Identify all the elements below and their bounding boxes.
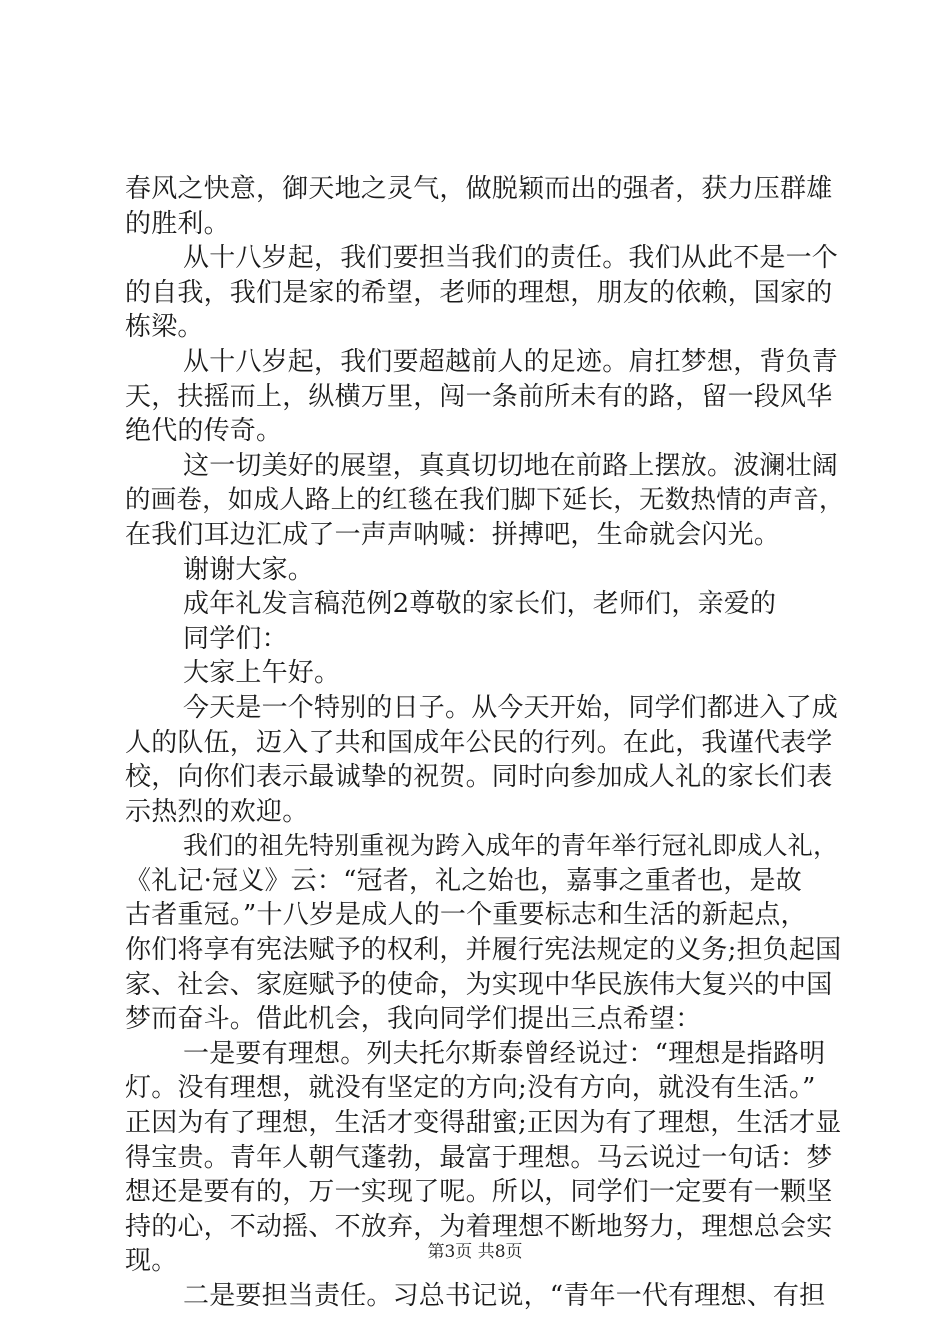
- text-line: 现。: [125, 1246, 178, 1277]
- text-line: 示热烈的欢迎。: [125, 796, 309, 827]
- page-number-footer: 第3页 共8页: [427, 1242, 523, 1262]
- text-line: 天，扶摇而上，纵横万里，闯一条前所未有的路，留一段风华: [125, 381, 833, 412]
- text-line: 从十八岁起，我们要超越前人的足迹。肩扛梦想，背负青: [183, 346, 839, 377]
- text-line: 家、社会、家庭赋予的使命，为实现中华民族伟大复兴的中国: [125, 969, 833, 1000]
- text-line: 的画卷，如成人路上的红毯在我们脚下延长，无数热情的声音，: [125, 485, 845, 516]
- text-line: 在我们耳边汇成了一声声呐喊：拼搏吧，生命就会闪光。: [125, 519, 781, 550]
- text-line: 持的心，不动摇、不放弃，为着理想不断地努力，理想总会实: [125, 1211, 833, 1242]
- text-line: 得宝贵。青年人朝气蓬勃，最富于理想。马云说过一句话：梦: [125, 1142, 833, 1173]
- text-line: 成年礼发言稿范例2尊敬的家长们，老师们，亲爱的: [183, 589, 777, 620]
- text-line: 同学们：: [183, 623, 288, 654]
- text-line: 人的队伍，迈入了共和国成年公民的行列。在此，我谨代表学: [125, 727, 833, 758]
- text-line: 春风之快意，御天地之灵气，做脱颖而出的强者，获力压群雄: [125, 174, 833, 204]
- text-line: 的胜利。: [125, 208, 230, 239]
- text-line: 梦而奋斗。借此机会，我向同学们提出三点希望：: [125, 1004, 702, 1035]
- text-line: 栋梁。: [125, 312, 204, 343]
- text-line: 这一切美好的展望，真真切切地在前路上摆放。波澜壮阔: [183, 450, 839, 481]
- text-line: 一是要有理想。列夫托尔斯泰曾经说过：“理想是指路明: [183, 1038, 826, 1069]
- text-line: 今天是一个特别的日子。从今天开始，同学们都进入了成: [183, 692, 839, 723]
- text-line: 校，向你们表示最诚挚的祝贺。同时向参加成人礼的家长们表: [125, 762, 833, 793]
- text-line: 正因为有了理想，生活才变得甜蜜;正因为有了理想，生活才显: [125, 1108, 842, 1139]
- text-line: 想还是要有的，万一实现了呢。所以，同学们一定要有一颗坚: [125, 1177, 833, 1208]
- text-line: 古者重冠。”十八岁是成人的一个重要标志和生活的新起点，: [125, 900, 807, 931]
- text-line: 从十八岁起，我们要担当我们的责任。我们从此不是一个: [183, 243, 839, 274]
- text-line: 绝代的传奇。: [125, 416, 283, 447]
- text-line: 的自我，我们是家的希望，老师的理想，朋友的依赖，国家的: [125, 277, 833, 308]
- text-line: 二是要担当责任。习总书记说，“青年一代有理想、有担: [183, 1281, 826, 1311]
- text-line: 我们的祖先特别重视为跨入成年的青年举行冠礼即成人礼，: [183, 831, 839, 861]
- text-line: 大家上午好。: [183, 658, 341, 689]
- document-body: [125, 172, 845, 1314]
- text-line: 《礼记·冠义》云：“冠者，礼之始也，嘉事之重者也，是故: [125, 865, 802, 896]
- text-line: 你们将享有宪法赋予的权利，并履行宪法规定的义务;担负起国: [125, 935, 842, 966]
- text-line: 谢谢大家。: [183, 554, 315, 585]
- text-line: 灯。没有理想，就没有坚定的方向;没有方向，就没有生活。”: [125, 1073, 816, 1104]
